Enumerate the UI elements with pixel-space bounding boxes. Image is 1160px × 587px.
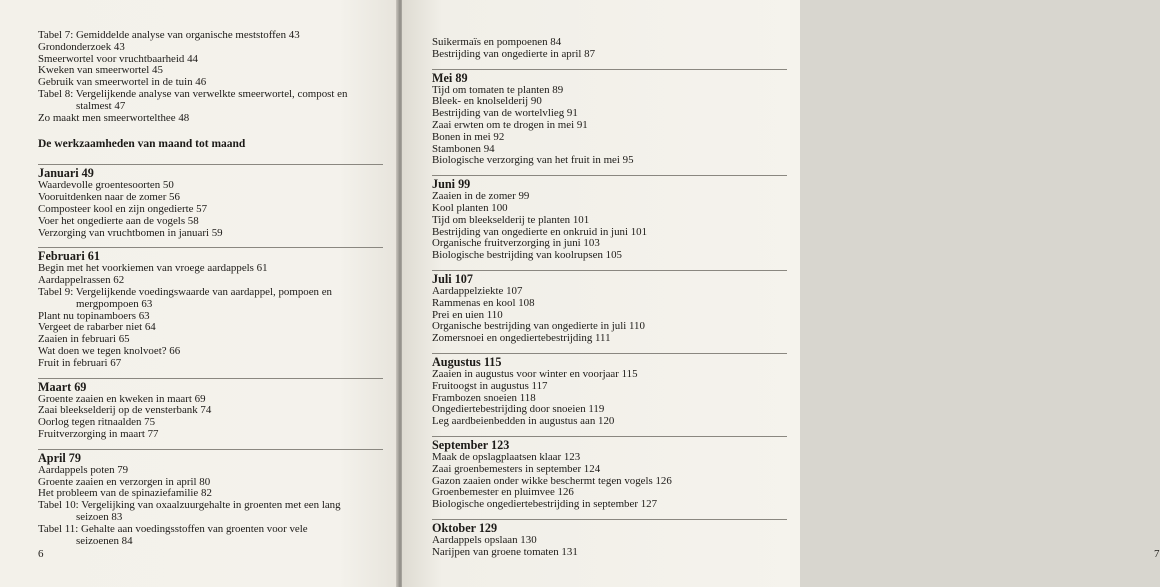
toc-entry: Verzorging van vruchtbomen in januari 59	[38, 226, 223, 239]
toc-entry: Organische bestrijding van ongedierte in juli 110	[432, 320, 645, 333]
month-section	[432, 175, 787, 262]
page-number-right: 7	[1154, 548, 1160, 560]
month-heading: Februari 61	[38, 247, 383, 263]
toc-entry: Smeerwortel voor vruchtbaarheid 44	[38, 52, 198, 65]
toc-entry: Stambonen 94	[432, 142, 495, 155]
toc-entry: Kool planten 100	[432, 201, 508, 214]
right-page-content	[432, 37, 787, 559]
month-section	[38, 378, 383, 441]
toc-entry: Bestrijding van ongedierte in april 87	[432, 47, 596, 60]
month-section	[38, 247, 383, 369]
toc-entry: Voer het ongedierte aan de vogels 58	[38, 214, 199, 227]
toc-entry: Ongediertebestrijding door snoeien 119	[432, 403, 605, 416]
toc-entry: seizoen 83	[76, 510, 123, 523]
toc-entry: Maak de opslagplaatsen klaar 123	[432, 450, 581, 463]
toc-entry: Rammenas en kool 108	[432, 296, 535, 309]
toc-entry: Fruit in februari 67	[38, 356, 122, 369]
toc-entry: Grondonderzoek 43	[38, 40, 125, 53]
toc-entry: mergpompoen 63	[76, 297, 153, 310]
toc-entry: Groente zaaien en verzorgen in april 80	[38, 475, 211, 488]
toc-entry: Gazon zaaien onder wikke beschermt tegen vogels 126	[432, 474, 672, 487]
toc-entry: Tabel 8: Vergelijkende analyse van verwelkte smeerwortel, compost en	[38, 87, 348, 100]
month-section	[432, 436, 787, 511]
right-page	[402, 0, 1160, 587]
toc-entry: Biologische verzorging van het fruit in mei 95	[432, 154, 634, 167]
toc-entry: Tabel 7: Gemiddelde analyse van organische meststoffen 43	[38, 29, 300, 41]
month-heading: April 79	[38, 449, 383, 465]
toc-entry: Groenbemester en pluimvee 126	[432, 486, 574, 499]
toc-entry: Zo maakt men smeerwortelthee 48	[38, 111, 190, 124]
toc-entry: Zaaien in februari 65	[38, 333, 130, 346]
page-number-left: 6	[38, 548, 44, 560]
toc-entry: Waardevolle groentesoorten 50	[38, 179, 174, 192]
month-section	[38, 449, 383, 548]
toc-entry: Kweken van smeerwortel 45	[38, 64, 163, 77]
toc-entry: Zaai groenbemesters in september 124	[432, 462, 601, 475]
toc-entry: Aardappelziekte 107	[432, 284, 523, 297]
toc-entry: Leg aardbeienbedden in augustus aan 120	[432, 415, 615, 428]
toc-entry: Tabel 10: Vergelijking van oxaalzuurgehalte in groenten met een lang	[38, 499, 341, 512]
toc-entry: Composteer kool en zijn ongedierte 57	[38, 202, 208, 215]
toc-entry: Biologische ongediertebestrijding in september 127	[432, 498, 658, 511]
month-heading: Januari 49	[38, 164, 383, 180]
toc-entry: Aardappelrassen 62	[38, 274, 125, 287]
toc-entry: Begin met het voorkiemen van vroege aardappels 61	[38, 262, 268, 275]
month-heading: Juni 99	[432, 175, 787, 191]
toc-entry: Fruitoogst in augustus 117	[432, 379, 548, 392]
month-heading: Augustus 115	[432, 353, 787, 369]
toc-entry: Narijpen van groene tomaten 131	[432, 545, 578, 558]
toc-entry: Suikermaïs en pompoenen 84	[432, 36, 562, 48]
toc-entry: Tabel 9: Vergelijkende voedingswaarde van aardappel, pompoen en	[38, 285, 332, 298]
month-heading: Oktober 129	[432, 519, 787, 535]
toc-entry: Prei en uien 110	[432, 308, 503, 321]
month-section	[432, 519, 787, 559]
toc-entry: Tijd om tomaten te planten 89	[432, 83, 564, 96]
toc-entry: Vergeet de rabarber niet 64	[38, 321, 156, 334]
toc-entry: Zaai bleekselderij op de vensterbank 74	[38, 404, 212, 417]
toc-entry: Tabel 11: Gehalte aan voedingsstoffen van groenten voor vele	[38, 522, 308, 535]
toc-entry: Vooruitdenken naar de zomer 56	[38, 191, 180, 204]
toc-entry: Plant nu topinamboers 63	[38, 309, 150, 322]
left-page	[0, 0, 398, 587]
left-sections	[38, 164, 383, 547]
toc-entry: Zaaien in de zomer 99	[432, 190, 530, 203]
month-heading: September 123	[432, 436, 787, 452]
toc-entry: Bestrijding van ongedierte en onkruid in juni 101	[432, 225, 648, 238]
toc-entry: Zomersnoei en ongediertebestrijding 111	[432, 332, 611, 345]
toc-entry: stalmest 47	[76, 99, 126, 112]
toc-entry: Aardappels opslaan 130	[432, 533, 537, 546]
left-page-content	[38, 30, 383, 547]
toc-entry: Oorlog tegen ritnaalden 75	[38, 416, 156, 429]
toc-entry: Wat doen we tegen knolvoet? 66	[38, 344, 181, 357]
month-section	[432, 353, 787, 428]
toc-entry: Frambozen snoeien 118	[432, 391, 536, 404]
month-section	[432, 69, 787, 168]
toc-entry: Tijd om bleekselderij te planten 101	[432, 213, 590, 226]
right-sections	[432, 69, 787, 559]
toc-entry: Zaai erwten om te drogen in mei 91	[432, 118, 588, 131]
month-section	[432, 270, 787, 345]
toc-entry: Bleek- en knolselderij 90	[432, 95, 542, 108]
toc-entry: seizoenen 84	[76, 534, 133, 547]
toc-entry: Organische fruitverzorging in juni 103	[432, 237, 600, 250]
toc-entry: Aardappels poten 79	[38, 463, 129, 476]
main-heading: De werkzaamheden van maand tot maand	[38, 138, 246, 151]
toc-entry: Bestrijding van de wortelvlieg 91	[432, 107, 578, 120]
right-top-lines	[432, 37, 787, 61]
month-heading: Juli 107	[432, 270, 787, 286]
month-heading: Maart 69	[38, 378, 383, 394]
month-heading: Mei 89	[432, 69, 787, 85]
toc-entry: Bonen in mei 92	[432, 130, 505, 143]
month-section	[38, 164, 383, 239]
toc-entry: Zaaien in augustus voor winter en voorjaar 115	[432, 367, 638, 380]
toc-entry: Het probleem van de spinaziefamilie 82	[38, 487, 212, 500]
toc-entry: Fruitverzorging in maart 77	[38, 427, 159, 440]
left-top-lines	[38, 30, 383, 124]
toc-entry: Gebruik van smeerwortel in de tuin 46	[38, 76, 207, 89]
toc-entry: Groente zaaien en kweken in maart 69	[38, 392, 206, 405]
toc-entry: Biologische bestrijding van koolrupsen 105	[432, 249, 622, 262]
